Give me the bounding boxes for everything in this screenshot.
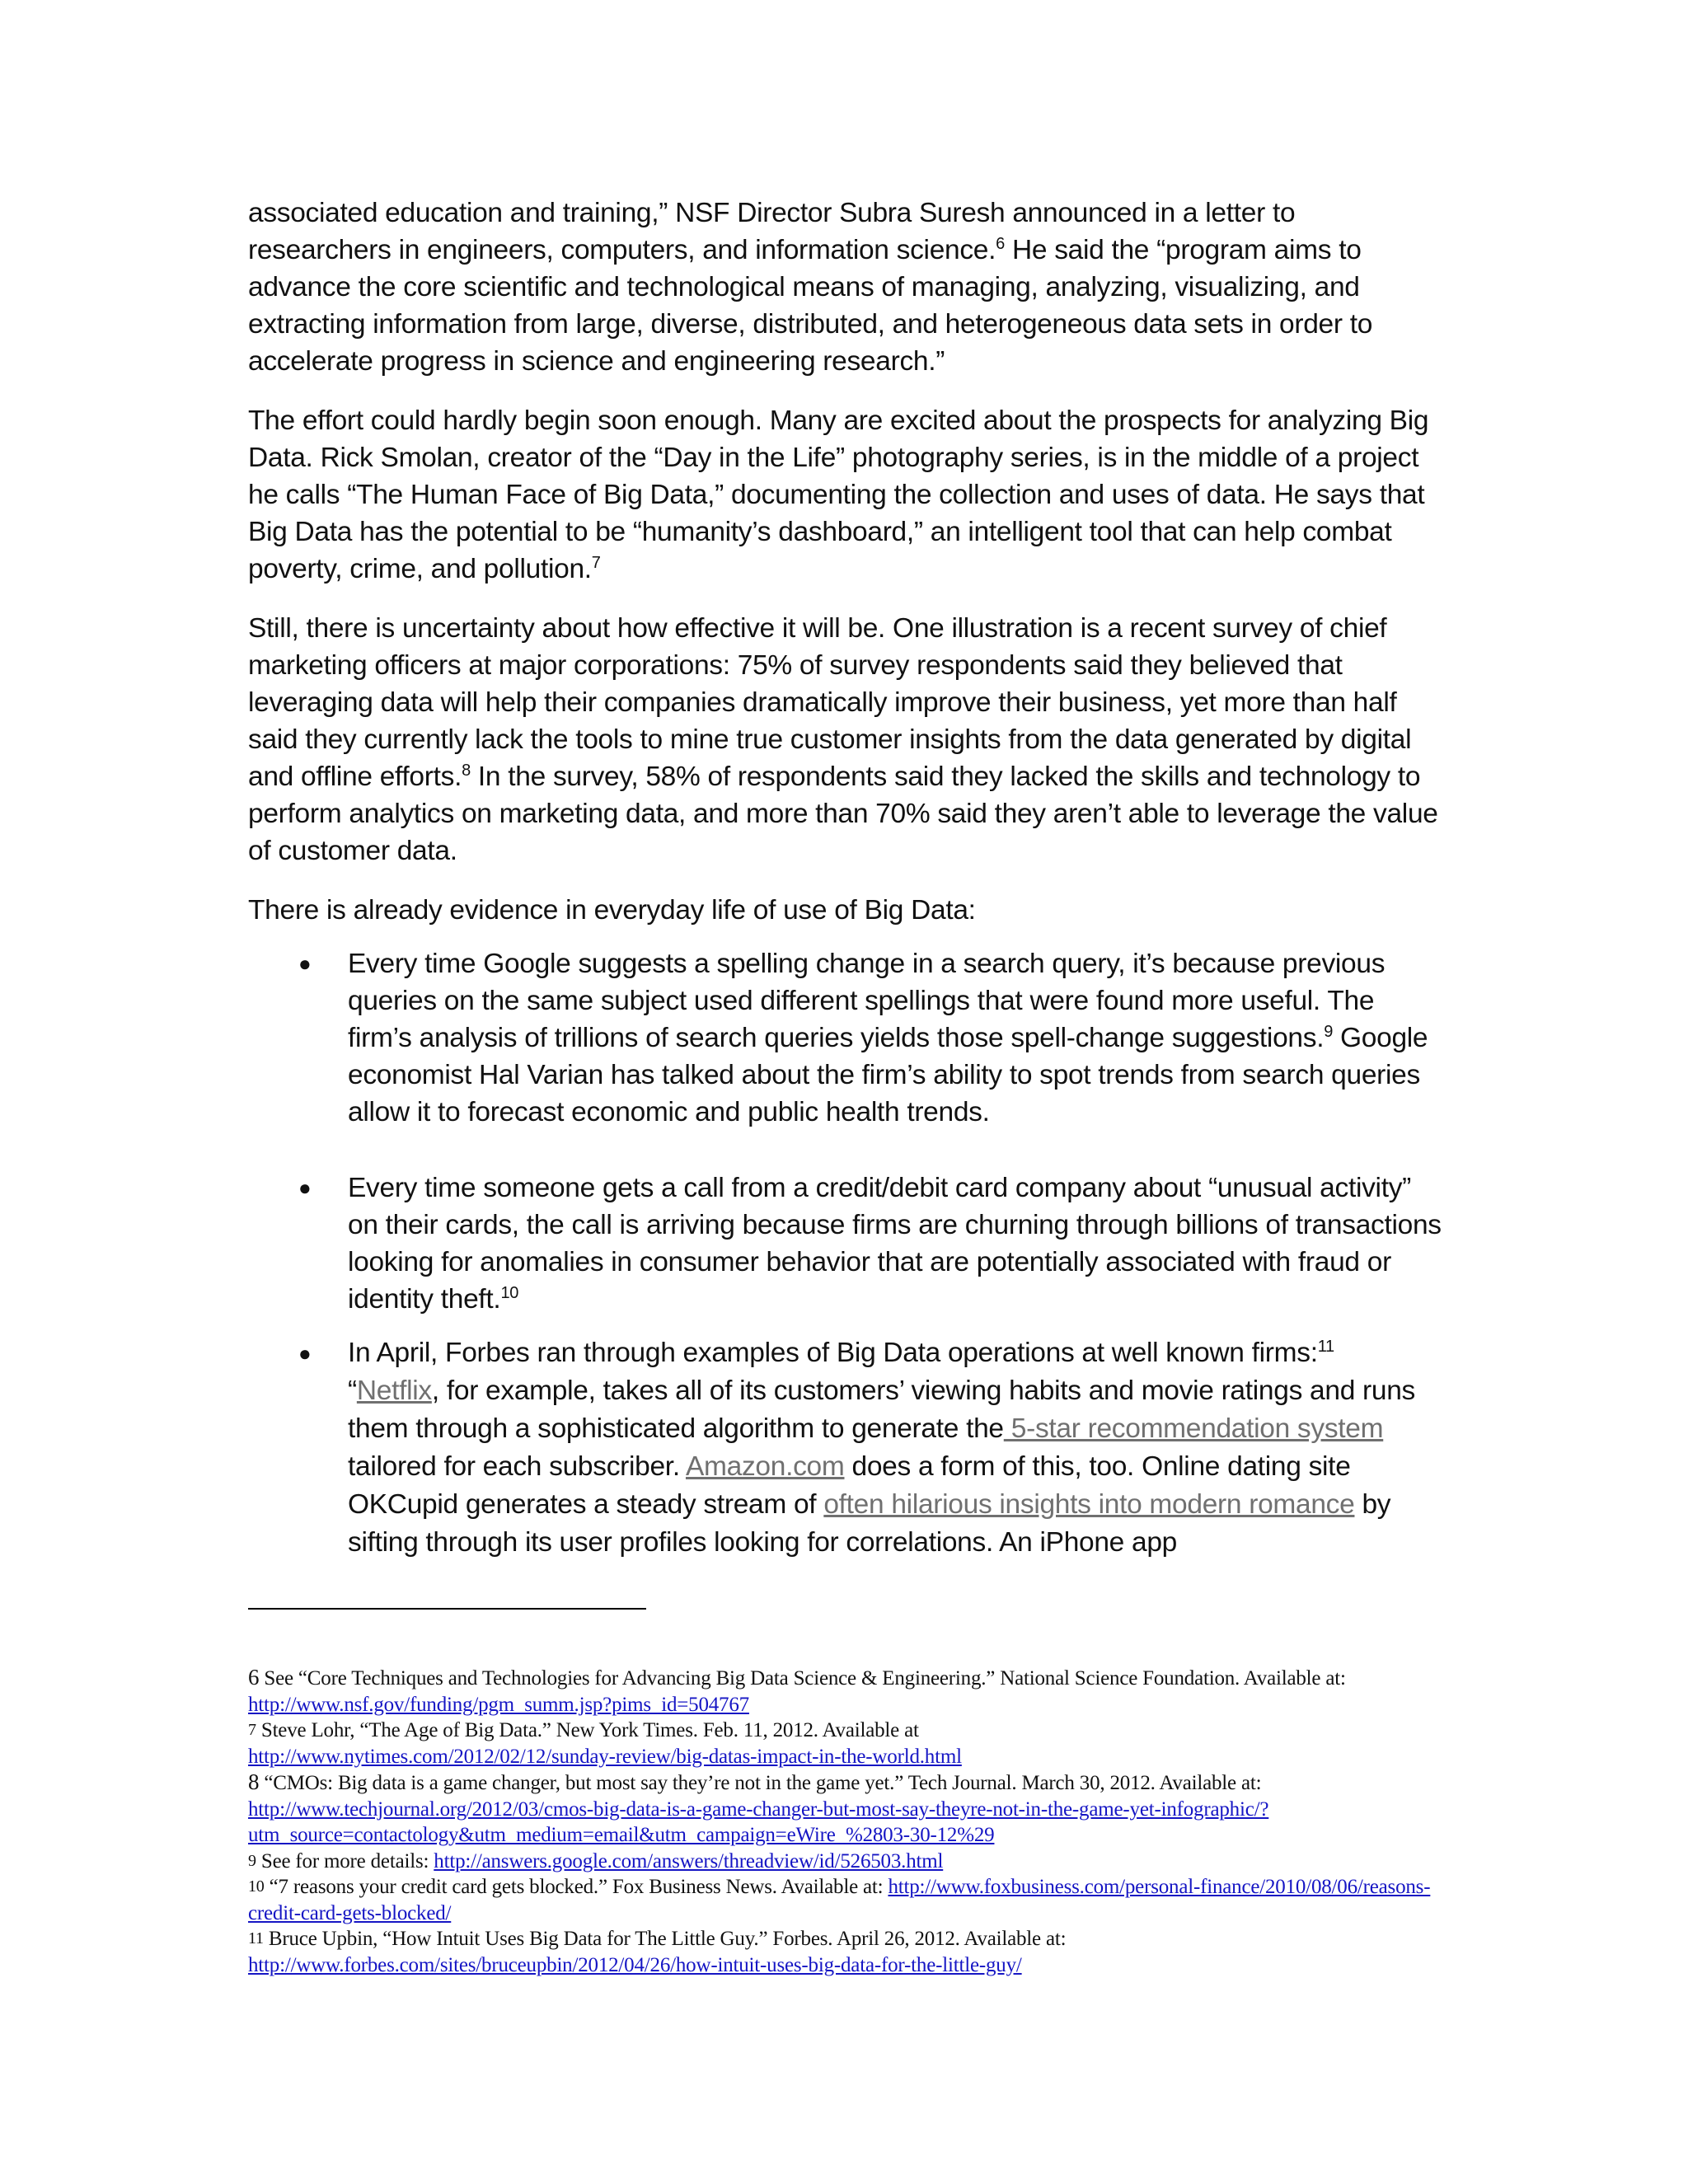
bullet-text: In April, Forbes ran through examples of Big Data operations at well known firms: — [348, 1338, 1318, 1368]
bullet-text: “ — [348, 1376, 357, 1406]
footnote-text: “7 reasons your credit card gets blocked.” Fox Business News. Available at: — [264, 1876, 889, 1898]
list-item-forbes — [248, 1334, 1443, 1562]
footnote-text: Bruce Upbin, “How Intuit Uses Big Data for The Little Guy.” Forbes. April 26, 2012. Available at: — [263, 1928, 1067, 1950]
paragraph-text: The effort could hardly begin soon enough. Many are excited about the prospects for analyzing Big Data. Rick Smolan, creator of the “Day in the Life” photography series, is in the middle of a project he calls “The Human Face of Big Data,” documenting the collection and uses of data. He says that Big Data has the potential to be “humanity’s dashboard,” an intelligent tool that can help combat poverty, crime, and pollution. — [248, 405, 1429, 584]
paragraph-text: associated education and training,” NSF Director Subra Suresh announced in a letter to researchers in engineers, computers, and information science. — [248, 198, 1296, 265]
bullet-icon: ● — [298, 1341, 312, 1366]
paragraph-text: Still, there is uncertainty about how effective it will be. One illustration is a recent survey of chief marketing officers at major corporations: 75% of survey respondents said they believed that leveraging data will help their companies dramatically improve their business, yet more than half said they currently lack the tools to mine true customer insights from the data generated by digital and offline efforts. — [248, 613, 1412, 792]
bullet-text: Every time Google suggests a spelling change in a search query, it’s because previous queries on the same subject used different spellings that were found more useful. The firm’s analysis of trillions of search queries yields those spell-change suggestions. — [348, 949, 1386, 1053]
footnote-ref-10[interactable]: 10 — [500, 1283, 519, 1302]
footnote-link[interactable]: http://www.forbes.com/sites/bruceupbin/2012/04/26/how-intuit-uses-big-data-for-the-little-guy/ — [248, 1953, 1022, 1976]
paragraph-nsf-program — [248, 194, 1443, 380]
footnote-11 — [248, 1926, 1451, 1978]
footnote-text: See for more details: — [256, 1849, 434, 1872]
recommendation-system-link[interactable]: 5-star recommendation system — [1003, 1413, 1384, 1444]
footnote-number: 11 — [248, 1929, 264, 1947]
paragraph-evidence-intro: There is already evidence in everyday life of use of Big Data: — [248, 895, 976, 926]
footnote-text: “CMOs: Big data is a game changer, but most say they’re not in the game yet.” Tech Journal. March 30, 2012. Available at: — [259, 1772, 1262, 1794]
footnote-text: Steve Lohr, “The Age of Big Data.” New York Times. Feb. 11, 2012. Available at — [256, 1719, 919, 1741]
footnote-number: 7 — [248, 1721, 256, 1739]
paragraph-smolan — [248, 402, 1443, 588]
list-item-google — [248, 945, 1443, 1131]
paragraph-text: He said the “program aims to advance the core scientific and technological means of managing, analyzing, visualizing, and extracting information from large, diverse, distributed, and heterogeneous data sets in order to accelerate progress in science and engineering research.” — [248, 235, 1373, 377]
paragraph-text: In the survey, 58% of respondents said they lacked the skills and technology to perform analytics on marketing data, and more than 70% said they aren’t able to leverage the value of customer data. — [248, 762, 1438, 866]
netflix-link[interactable]: Netflix — [356, 1376, 432, 1406]
bullet-text: tailored for each subscriber. — [348, 1451, 686, 1482]
okcupid-insights-link[interactable]: often hilarious insights into modern romance — [823, 1489, 1355, 1520]
footnote-6 — [248, 1665, 1451, 1718]
bullet-text: Every time someone gets a call from a credit/debit card company about “unusual activity” on their cards, the call is arriving because firms are churning through billions of transactions looking for anomalies in consumer behavior that are potentially associated with fraud or identity theft. — [348, 1173, 1442, 1315]
body-text — [248, 194, 1443, 1562]
footnote-number: 6 — [248, 1665, 260, 1690]
footnote-ref-9[interactable]: 9 — [1324, 1022, 1334, 1041]
footnote-number: 9 — [248, 1851, 256, 1870]
footnote-ref-7[interactable]: 7 — [591, 553, 601, 572]
footnote-ref-11[interactable]: 11 — [1317, 1337, 1334, 1356]
amazon-link[interactable]: Amazon.com — [685, 1451, 845, 1482]
footnote-link[interactable]: http://www.nsf.gov/funding/pgm_summ.jsp?pims_id=504767 — [248, 1693, 749, 1716]
footnote-10 — [248, 1874, 1451, 1926]
footnote-number: 10 — [248, 1877, 265, 1896]
footnote-link[interactable]: http://www.foxbusiness.com/personal-finance/2010/08/06/reasons-credit-card-gets-blocked/ — [248, 1876, 1431, 1924]
footnote-link[interactable]: http://www.nytimes.com/2012/02/12/sunday-review/big-datas-impact-in-the-world.html — [248, 1745, 962, 1768]
footnote-link[interactable]: http://answers.google.com/answers/threadview/id/526503.html — [434, 1849, 944, 1872]
bullet-icon: ● — [298, 951, 312, 976]
bullet-text: Google economist Hal Varian has talked about the firm’s ability to spot trends from search queries allow it to forecast economic and public health trends. — [348, 1023, 1428, 1127]
footnote-separator — [248, 1608, 646, 1610]
footnote-8 — [248, 1769, 1451, 1849]
paragraph-survey — [248, 610, 1443, 869]
bullet-text: by sifting through its user profiles looking for correlations. An iPhone app — [348, 1489, 1391, 1558]
evidence-list — [248, 945, 1443, 1562]
footnotes — [248, 1665, 1451, 1978]
footnote-ref-8[interactable]: 8 — [462, 761, 471, 780]
footnote-9 — [248, 1849, 1451, 1875]
bullet-text: does a form of this, too. Online dating site OKCupid generates a steady stream of — [348, 1451, 1351, 1520]
list-item-credit-card — [248, 1169, 1443, 1318]
footnote-text: See “Core Techniques and Technologies for Advancing Big Data Science & Engineering.” National Science Foundation. Available at: — [259, 1667, 1346, 1690]
footnote-7 — [248, 1718, 1451, 1769]
footnote-ref-6[interactable]: 6 — [996, 234, 1005, 253]
footnote-number: 8 — [248, 1769, 260, 1794]
footnote-link[interactable]: http://www.techjournal.org/2012/03/cmos-big-data-is-a-game-changer-but-most-say-theyre-not-in-the-game-yet-infographic/?utm_source=contactology&utm_medium=email&utm_campaign=eWire_%2803-30-12%29 — [248, 1797, 1269, 1846]
bullet-icon: ● — [298, 1175, 312, 1200]
bullet-text: , for example, takes all of its customers’ viewing habits and movie ratings and runs them through a sophisticated algorithm to generate the — [348, 1376, 1415, 1444]
